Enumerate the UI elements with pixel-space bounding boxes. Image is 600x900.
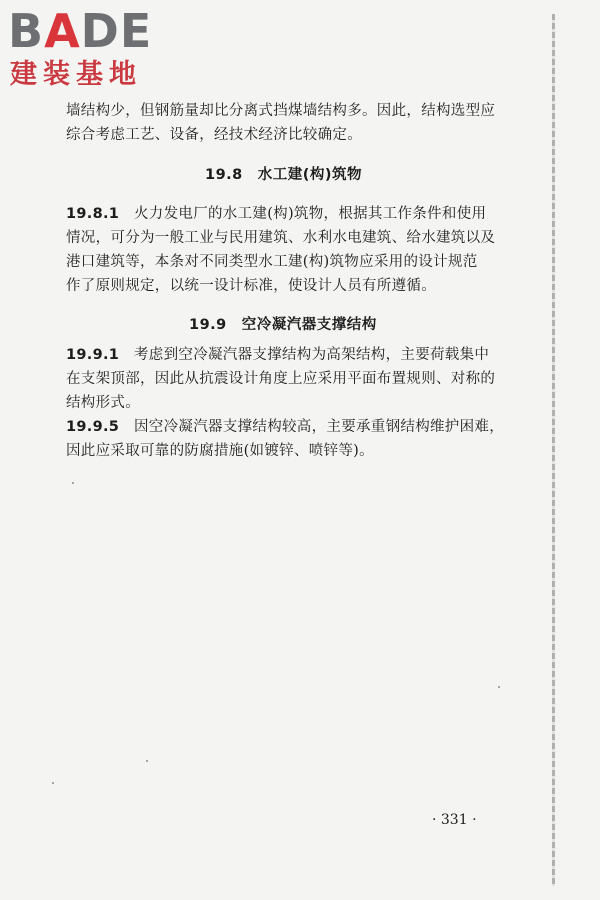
scan-speck [72, 482, 74, 484]
clause-number: 19.8.1 [66, 206, 120, 222]
clause-19-8-1-line-2: 情况，可分为一般工业与民用建筑、水利水电建筑、给水建筑以及 [66, 230, 496, 246]
scan-speck [52, 782, 54, 784]
binding-edge [552, 14, 555, 886]
scan-speck [146, 760, 148, 762]
clause-19-9-1-line-1: 19.9.1 考虑到空冷凝汽器支撑结构为高架结构，主要荷载集中 [66, 347, 490, 363]
continuation-line-1: 墙结构少，但钢筋量却比分离式挡煤墙结构多。因此，结构选型应 [66, 103, 496, 119]
clause-19-8-1-line-3: 港口建筑等，本条对不同类型水工建(构)筑物应采用的设计规范 [66, 254, 478, 270]
clause-number: 19.9.5 [66, 419, 120, 435]
clause-19-9-5-line-1: 19.9.5 因空冷凝汽器支撑结构较高，主要承重钢结构维护困难， [66, 419, 504, 435]
logo-subtitle: 建装基地 [10, 59, 142, 90]
section-19-8-heading: 19.8 水工建(构)筑物 [205, 167, 363, 183]
logo-wordmark: BADE [8, 4, 153, 58]
clause-19-9-1-line-3: 结构形式。 [66, 395, 140, 411]
clause-19-9-1-line-2: 在支架顶部，因此从抗震设计角度上应采用平面布置规则、对称的 [66, 371, 496, 387]
clause-19-8-1-line-1: 19.8.1 火力发电厂的水工建(构)筑物，根据其工作条件和使用 [66, 206, 487, 222]
continuation-line-2: 综合考虑工艺、设备，经技术经济比较确定。 [66, 127, 362, 143]
clause-19-8-1-line-4: 作了原则规定，以统一设计标准，使设计人员有所遵循。 [66, 278, 436, 294]
section-19-9-heading: 19.9 空冷凝汽器支撑结构 [189, 317, 377, 333]
clause-number: 19.9.1 [66, 347, 120, 363]
clause-19-9-5-line-2: 因此应采取可靠的防腐措施(如镀锌、喷锌等)。 [66, 443, 374, 459]
scan-speck [498, 686, 500, 688]
bade-logo [8, 6, 178, 92]
page-number: · 331 · [432, 812, 477, 828]
